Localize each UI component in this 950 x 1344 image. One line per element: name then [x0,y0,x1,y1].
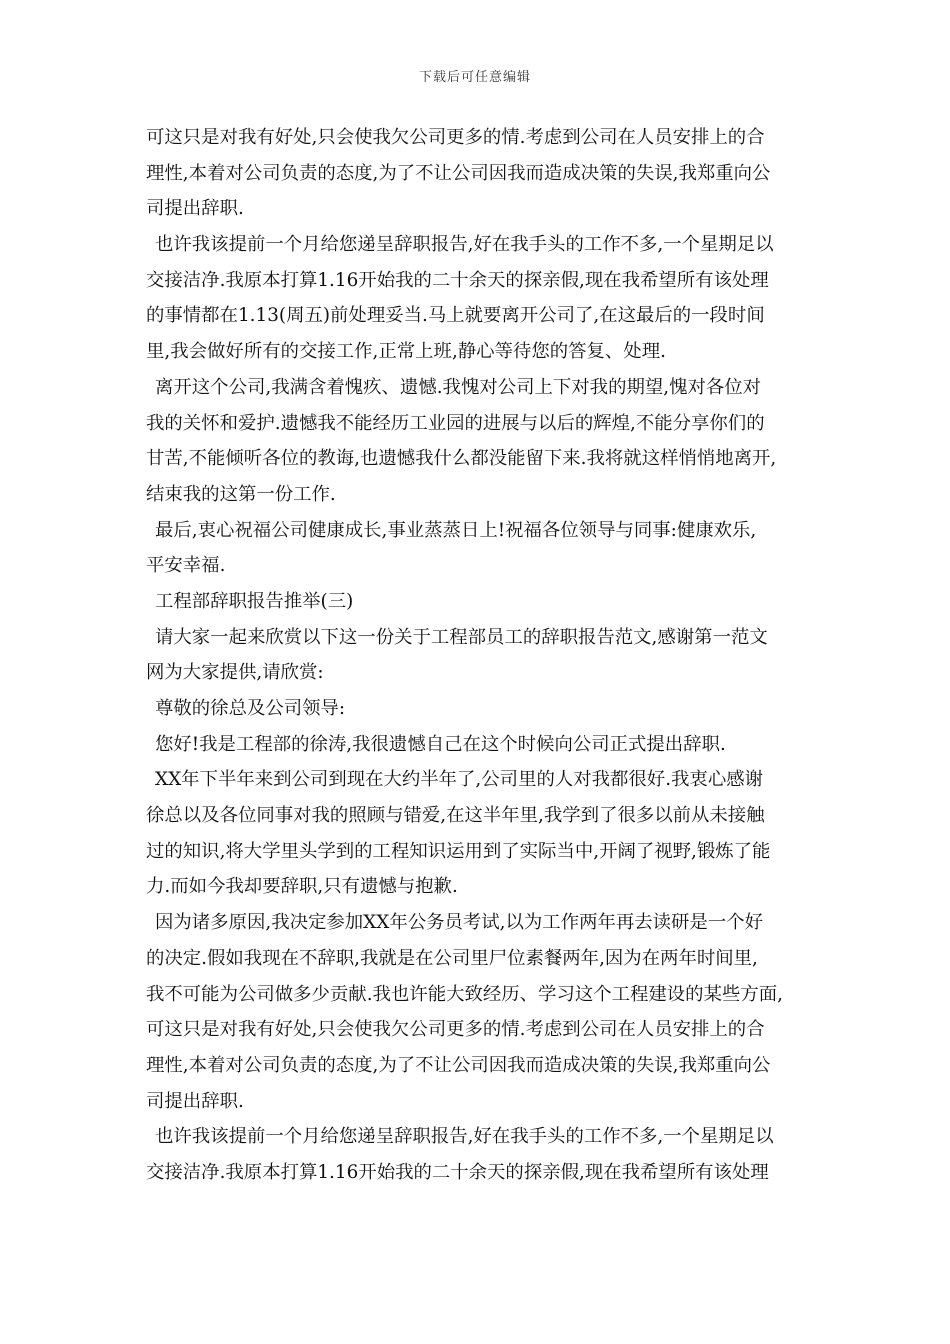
text-line: 过的知识,将大学里头学到的工程知识运用到了实际当中,开阔了视野,锻炼了能 [146,840,771,862]
paragraph-start-line: 也许我该提前一个月给您递呈辞职报告,好在我手头的工作不多,一个星期足以 [155,234,774,256]
text-line: 平安幸福. [146,555,226,577]
text-line: 力.而如今我却要辞职,只有遗憾与抱歉. [146,876,458,898]
text-line: 司提出辞职. [146,198,244,220]
paragraph-start-line: XX年下半年来到公司到现在大约半年了,公司里的人对我都很好.我衷心感谢 [155,769,763,791]
text-line: 甘苦,不能倾听各位的教诲,也遗憾我什么都没能留下来.我将就这样悄悄地离开, [146,448,777,470]
text-line: 理性,本着对公司负责的态度,为了不让公司因我而造成决策的失误,我郑重向公 [146,162,771,184]
document-body [146,120,826,1191]
paragraph-start-line: 也许我该提前一个月给您递呈辞职报告,好在我手头的工作不多,一个星期足以 [155,1126,774,1148]
section-heading: 工程部辞职报告推举(三) [155,590,354,612]
paragraph-start-line: 请大家一起来欣赏以下这一份关于工程部员工的辞职报告范文,感谢第一范文 [155,626,768,648]
text-line: 的决定.假如我现在不辞职,我就是在公司里尸位素餐两年,因为在两年时间里, [146,947,758,969]
text-line: 可这只是对我有好处,只会使我欠公司更多的情.考虑到公司在人员安排上的合 [146,1019,765,1041]
paragraph-start-line: 因为诸多原因,我决定参加XX年公务员考试,以为工作两年再去读研是一个好 [155,912,763,934]
text-line: 结束我的这第一份工作. [146,483,336,505]
text-line: 的事情都在1.13(周五)前处理妥当.马上就要离开公司了,在这最后的一段时间 [146,305,765,327]
text-line: 司提出辞职. [146,1090,244,1112]
salutation-line: 尊敬的徐总及公司领导: [155,698,346,719]
text-line: 我的关怀和爱护.遗憾我不能经历工业园的进展与以后的辉煌,不能分享你们的 [146,412,765,434]
paragraph-start-line: 您好!我是工程部的徐涛,我很遗憾自己在这个时候向公司正式提出辞职. [155,733,726,755]
text-line: 里,我会做好所有的交接工作,正常上班,静心等待您的答复、处理. [146,341,666,363]
paragraph-start-line: 最后,衷心祝福公司健康成长,事业蒸蒸日上!祝福各位领导与同事:健康欢乐, [155,519,757,541]
text-line: 网为大家提供,请欣赏: [146,662,324,684]
paragraph-start-line: 离开这个公司,我满含着愧疚、遗憾.我愧对公司上下对我的期望,愧对各位对 [155,376,762,398]
text-line: 徐总以及各位同事对我的照顾与错爱,在这半年里,我学到了很多以前从未接触 [146,805,765,827]
text-line: 交接洁净.我原本打算1.16开始我的二十余天的探亲假,现在我希望所有该处理 [146,269,769,291]
text-line: 交接洁净.我原本打算1.16开始我的二十余天的探亲假,现在我希望所有该处理 [146,1161,769,1183]
page-header: 下载后可任意编辑 [418,70,531,85]
text-line: 我不可能为公司做多少贡献.我也许能大致经历、学习这个工程建设的某些方面, [146,983,783,1005]
text-line: 可这只是对我有好处,只会使我欠公司更多的情.考虑到公司在人员安排上的合 [146,127,765,148]
text-line: 理性,本着对公司负责的态度,为了不让公司因我而造成决策的失误,我郑重向公 [146,1054,771,1076]
